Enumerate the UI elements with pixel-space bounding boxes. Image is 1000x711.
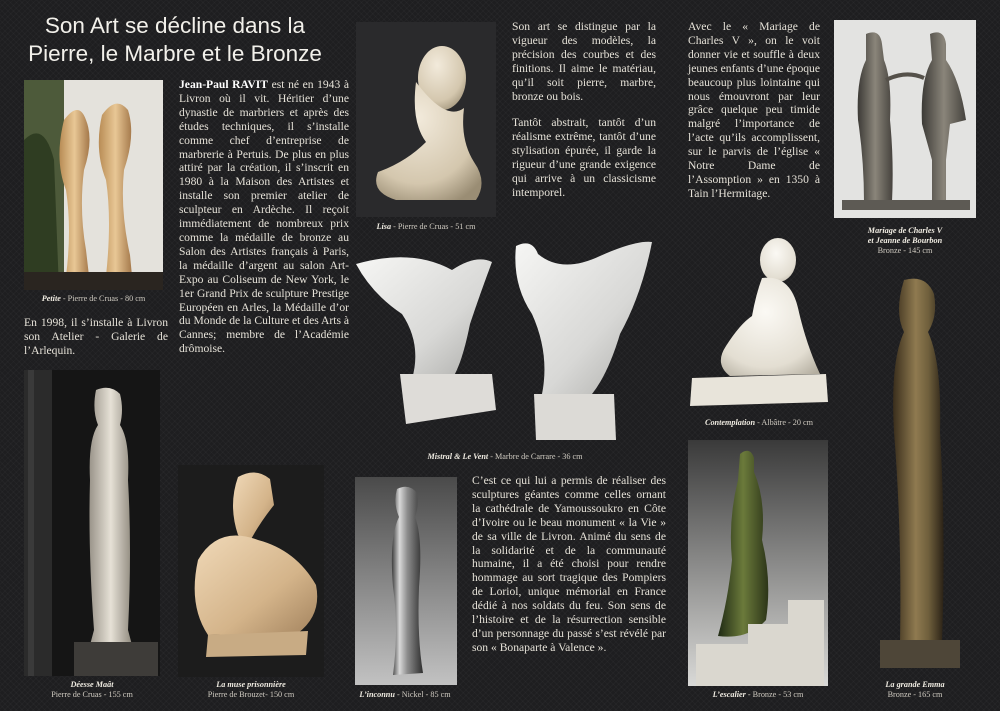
caption-mistral-detail: - Marbre de Carrare - 36 cm [488, 452, 583, 461]
intro-paragraph [179, 78, 349, 356]
caption-mistral [352, 452, 658, 462]
photo-mistral-le-vent [352, 234, 658, 444]
artist-name: Jean-Paul RAVIT [179, 78, 269, 91]
caption-contemplation-detail: - Albâtre - 20 cm [755, 418, 814, 427]
caption-emma [850, 680, 980, 700]
title-line-1: Son Art se décline dans la [44, 13, 306, 38]
photo-contemplation [686, 234, 832, 412]
caption-inconnu-detail: - Nickel - 85 cm [394, 690, 451, 699]
caption-petite-name: Petite [41, 294, 61, 303]
caption-deesse [24, 680, 160, 700]
photo-grande-emma [860, 272, 970, 670]
photo-lisa [356, 22, 496, 217]
page-title [10, 12, 340, 68]
caption-mariage-name-2: et Jeanne de Bourbon [867, 236, 943, 245]
caption-lisa-detail: - Pierre de Cruas - 51 cm [391, 222, 476, 231]
photo-inconnu [355, 477, 457, 685]
caption-mariage [834, 226, 976, 256]
atelier-paragraph: En 1998, il s’installe à Livron son Atelier - Galerie de l’Arlequin. [24, 316, 168, 357]
art-style-paragraph-2: Tantôt abstrait, tantôt d’un réalisme extrême, tantôt d’une stylisation épurée, il garde la rigueur d’une grande exigence qui arrive à un classicisme intemporel. [512, 116, 656, 199]
caption-mariage-detail: Bronze - 145 cm [877, 246, 933, 255]
caption-petite [24, 294, 163, 304]
caption-lisa-name: Lisa [376, 222, 392, 231]
caption-mistral-name: Mistral & Le Vent [427, 452, 489, 461]
caption-muse-detail: Pierre de Brouzet- 150 cm [207, 690, 295, 699]
caption-petite-detail: - Pierre de Cruas - 80 cm [60, 294, 146, 303]
photo-petite [24, 80, 163, 290]
caption-inconnu [340, 690, 470, 700]
intro-body: est né en 1943 à Livron où il vit. Héritier d’une dynastie de marbriers et après des études techniques, il s’installe comme chef d’entreprise de marbrerie à Pertuis. De plus en plus attiré par la création, il s’inscrit en 1980 à la Maison des Artistes et installe son premier atelier de sculpteur en Ardèche. Il reçoit immédiatement de nombreux prix comme la médaille de bronze au Salon des Artistes français à Paris, la médaille d’argent au salon Art-Expo au Coliseum de New York, le 1er Grand Prix de sculpture Prestige Européen en Arles, la Médaille d’or du Monde de la Culture et des Arts à Cannes; membre de l’Académie drômoise. [179, 78, 350, 356]
caption-mariage-name-1: Mariage de Charles V [867, 226, 943, 235]
caption-muse [178, 680, 324, 700]
caption-contemplation-name: Contemplation [704, 418, 756, 427]
caption-emma-name: La grande Emma [885, 680, 945, 689]
photo-muse-prisonniere [178, 465, 324, 677]
art-style-paragraph: Son art se distingue par la vigueur des modèles, la précision des courbes et des finitions. Il aime le matériau, qu’il soit pierre, marbre, bronze ou bois. [512, 20, 656, 103]
title-line-2: Pierre, le Marbre et le Bronze [28, 41, 322, 66]
caption-escalier-name: L’escalier [712, 690, 746, 699]
caption-muse-name: La muse prisonnière [216, 680, 286, 689]
photo-mariage-charles-v [834, 20, 976, 218]
caption-emma-detail: Bronze - 165 cm [887, 690, 943, 699]
mariage-paragraph: Avec le « Mariage de Charles V », on le voit donner vie et souffle à deux jeunes enfants d’une époque beaucoup plus lointaine qui nous émouvront par leur grâce quelque peu timide malgré l’importance de l’acte qu’ils accomplissent, sur le parvis de l’église « Notre Dame de l’Assomption » en 1350 à Tain l’Hermitage. [688, 20, 820, 200]
giant-sculptures-paragraph: C’est ce qui lui a permis de réaliser des sculptures géantes comme celles ornant la cathédrale de Yamoussoukro en Côte d’Ivoire ou le beau monument « la Vie » de sa ville de Livron. Animé du sens de la solidarité et de la communauté humaine, il a été choisi pour rendre hommage au sort tragique des Pompiers de Loriol, unique mémorial en France dédié à nos soldats du feu. Son sens de l’histoire et de la résurrection sensible d’un personnage du passé s’est révélé par son « Bonaparte à Valence ». [472, 474, 666, 654]
caption-contemplation [686, 418, 832, 428]
caption-deesse-name: Déesse Maât [70, 680, 114, 689]
caption-escalier [688, 690, 828, 700]
photo-deesse-maat [24, 370, 160, 676]
photo-escalier [688, 440, 828, 686]
caption-lisa [356, 222, 496, 232]
caption-escalier-detail: - Bronze - 53 cm [745, 690, 804, 699]
caption-deesse-detail: Pierre de Cruas - 155 cm [51, 690, 133, 699]
caption-inconnu-name: L’inconnu [359, 690, 395, 699]
